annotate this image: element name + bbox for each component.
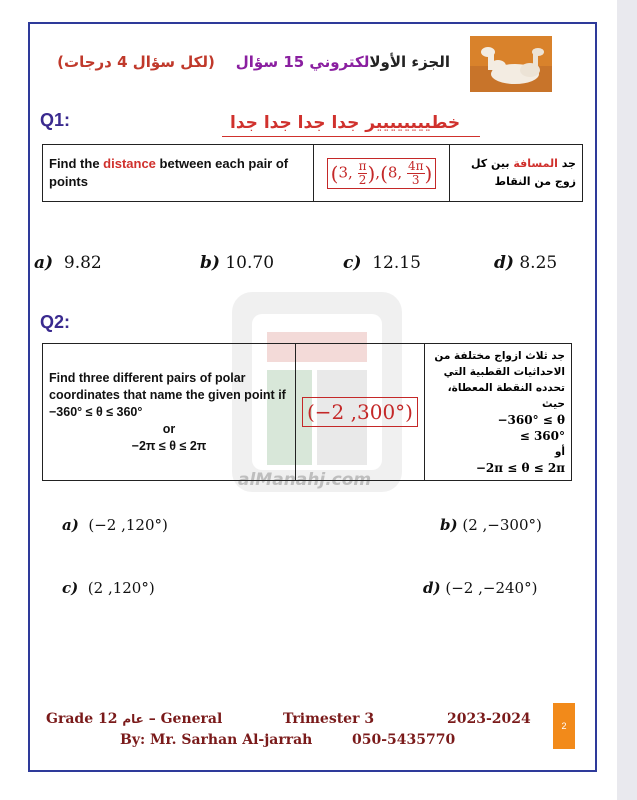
keyword-distance: distance: [103, 156, 156, 171]
q2-english-text: Find three different pairs of polar coordinates that name the given point if −360° ≤ θ ≤ 360° or −2π ≤ θ ≤ 2π: [43, 344, 296, 481]
camel-image: [470, 36, 552, 92]
exam-header: [57, 53, 450, 83]
q1-table: [42, 144, 583, 202]
q2-label: Q2:: [40, 312, 71, 332]
q2-table: [42, 343, 572, 481]
header-count-word: سؤال: [235, 53, 279, 71]
warning-note: خطيييييييير جدا جدا جدا جدا: [230, 113, 461, 133]
page-number-tab: 2: [553, 703, 575, 749]
footer-trimester: Trimester 3: [283, 711, 375, 727]
q1-english-text: Find the distance between each pair of points: [43, 145, 314, 202]
q2-option-c[interactable]: c) (2 ,120°): [62, 579, 155, 597]
q1-option-a[interactable]: a) 9.82: [34, 253, 102, 273]
page-edge-shadow: [617, 0, 637, 800]
footer-grade: Grade عام 12 – General: [46, 711, 223, 727]
footer-phone: 050-5435770: [352, 732, 456, 748]
q1-option-d[interactable]: d) 8.25: [494, 253, 558, 273]
q1-option-b[interactable]: b) 10.70: [200, 253, 275, 273]
watermark-site: alManahj.com: [238, 470, 372, 490]
fraction-1: $\frac{\pi}{2}$: [358, 158, 367, 187]
footer-author: By: Mr. Sarhan Al-jarrah: [120, 732, 313, 748]
fraction-2: $\frac{4\pi}{3}$: [407, 158, 424, 187]
q2-option-a[interactable]: a) (−2 ,120°): [62, 516, 168, 534]
warning-underline: [222, 136, 480, 137]
point-box: (−2 ,300°): [302, 397, 418, 427]
q2-option-b[interactable]: b) (2 ,−300°): [440, 516, 542, 534]
q2-point: [296, 344, 425, 481]
q1-option-c[interactable]: c) 12.15: [343, 253, 421, 273]
points-box: (3, $\frac{\pi}{2}$ ),(8, $\frac{4\pi}{3}$ ): [327, 158, 437, 189]
footer-year: 2023-2024: [447, 711, 531, 727]
q2-arabic-text: جد ثلاث ازواج مختلفة من الاحداثيات القطبية التي تحدده النقطة المعطاة، حيث −360° ≤ θ ≤ 360° أو −2π ≤ θ ≤ 2π: [425, 344, 572, 481]
header-part: الجزء الأول: [369, 53, 450, 71]
header-count: 15: [283, 53, 305, 71]
header-marks: (لكل سؤال 4 درجات): [57, 53, 215, 71]
q1-label: Q1:: [40, 110, 71, 130]
q2-option-d[interactable]: d) (−2 ,−240°): [423, 579, 538, 597]
q1-points: [314, 145, 450, 202]
q1-arabic-text: جد المسافة بين كل زوج من النقاط: [450, 145, 583, 202]
header-type: الكتروني: [309, 53, 370, 71]
